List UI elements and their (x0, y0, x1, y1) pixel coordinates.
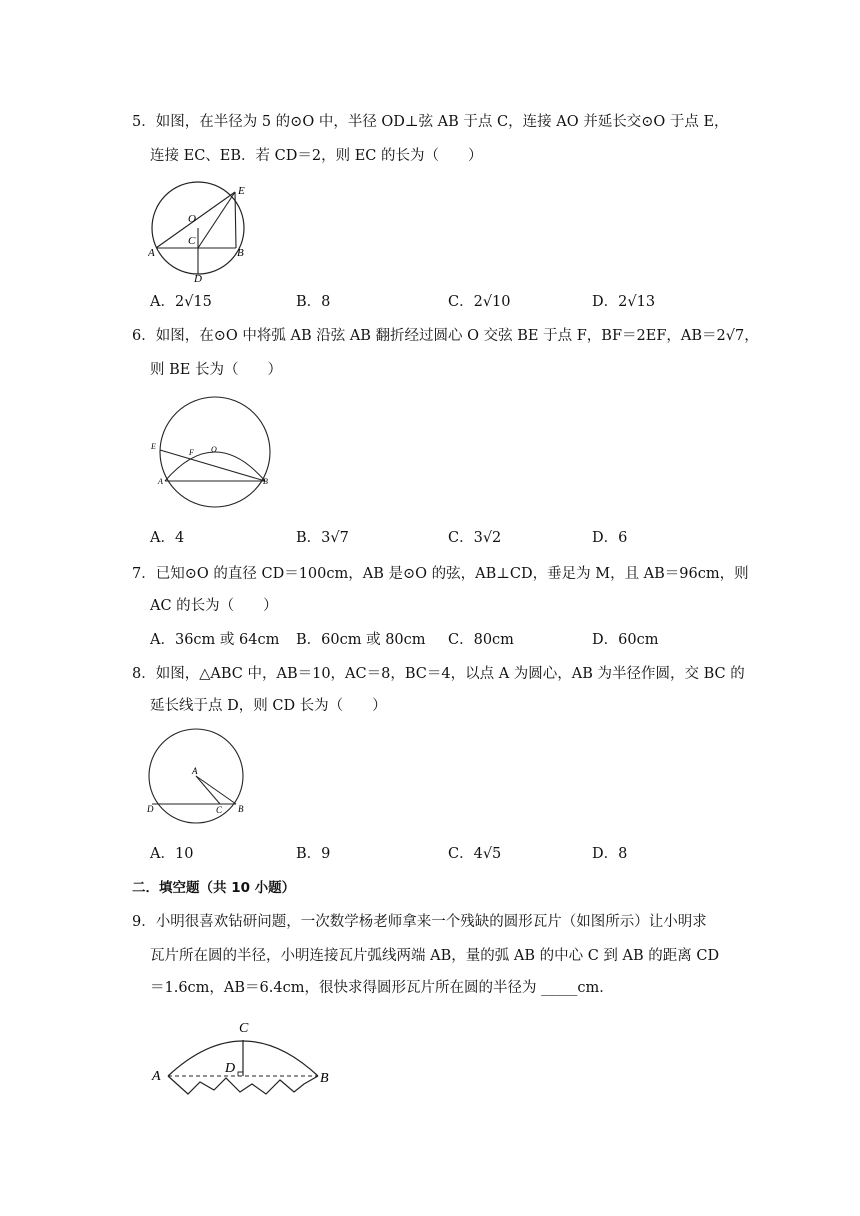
q7-option-d: D．60cm (592, 632, 659, 648)
q6-label-e: E (151, 442, 156, 451)
q5-option-b: B．8 (296, 294, 331, 310)
q7-line-1: 7．已知⊙O 的直径 CD＝100cm，AB 是⊙O 的弦，AB⊥CD，垂足为 M，且 AB＝96cm，则 (132, 566, 749, 582)
q8-option-c: C．4√5 (448, 846, 502, 862)
q8-option-b: B．9 (296, 846, 331, 862)
q6-line-1: 6．如图，在⊙O 中将弧 AB 沿弦 AB 翻折经过圆心 O 交弦 BE 于点 F，BF＝2EF，AB＝2√7， (132, 328, 759, 344)
q8-label-a: A (192, 766, 198, 776)
q6-label-o: O (211, 445, 217, 454)
q5-option-a: A．2√15 (150, 294, 212, 310)
q5-figure (148, 178, 258, 282)
q5-option-c: C．2√10 (448, 294, 511, 310)
q9-label-a: A (152, 1069, 161, 1084)
q9-line-3: ＝1.6cm，AB＝6.4cm，很快求得圆形瓦片所在圆的半径为 _____cm． (150, 980, 614, 996)
q6-label-f: F (189, 448, 194, 457)
q7-option-c: C．80cm (448, 632, 514, 648)
q7-option-b: B．60cm 或 80cm (296, 632, 426, 648)
q5-line-1: 5．如图，在半径为 5 的⊙O 中，半径 OD⊥弦 AB 于点 C，连接 AO 并延长交⊙O 于点 E， (132, 114, 729, 130)
q6-option-b: B．3√7 (296, 530, 349, 546)
q5-option-d: D．2√13 (592, 294, 656, 310)
q9-line-1: 9．小明很喜欢钻研问题，一次数学杨老师拿来一个残缺的圆形瓦片（如图所示）让小明求 (132, 914, 707, 930)
q5-label-o: O (188, 213, 196, 225)
q9-figure (148, 1012, 338, 1106)
q8-label-b: B (238, 804, 244, 814)
q9-label-c: C (239, 1021, 249, 1036)
q7-line-2: AC 的长为（ ） (150, 598, 278, 614)
q6-option-a: A．4 (150, 530, 185, 546)
q6-line-2: 则 BE 长为（ ） (150, 362, 282, 378)
q9-label-b: B (320, 1071, 329, 1086)
q5-line-2: 连接 EC、EB．若 CD＝2，则 EC 的长为（ ） (150, 148, 483, 164)
q5-label-a: A (148, 247, 155, 259)
q8-label-c: C (216, 805, 223, 815)
q8-line-2: 延长线于点 D，则 CD 长为（ ） (150, 698, 387, 714)
q6-label-b: B (263, 477, 268, 486)
q5-label-b: B (237, 247, 244, 259)
q6-option-d: D．6 (592, 530, 628, 546)
q5-label-c: C (188, 235, 196, 247)
section-title: 二．填空题（共 10 小题） (132, 880, 296, 896)
q8-figure (144, 726, 254, 830)
q6-figure (148, 392, 278, 512)
q8-label-d: D (147, 804, 154, 814)
q9-label-d: D (225, 1061, 236, 1076)
q8-option-a: A．10 (150, 846, 194, 862)
q6-option-c: C．3√2 (448, 530, 502, 546)
q8-line-1: 8．如图，△ABC 中，AB＝10，AC＝8，BC＝4，以点 A 为圆心，AB 为半径作圆，交 BC 的 (132, 666, 745, 682)
q8-option-d: D．8 (592, 846, 628, 862)
q5-label-d: D (194, 273, 202, 282)
q6-label-a: A (158, 477, 163, 486)
q9-line-2: 瓦片所在圆的半径，小明连接瓦片弧线两端 AB，量的弧 AB 的中心 C 到 AB 的距离 CD (150, 948, 720, 964)
q7-option-a: A．36cm 或 64cm (150, 632, 280, 648)
q5-label-e: E (238, 185, 245, 197)
